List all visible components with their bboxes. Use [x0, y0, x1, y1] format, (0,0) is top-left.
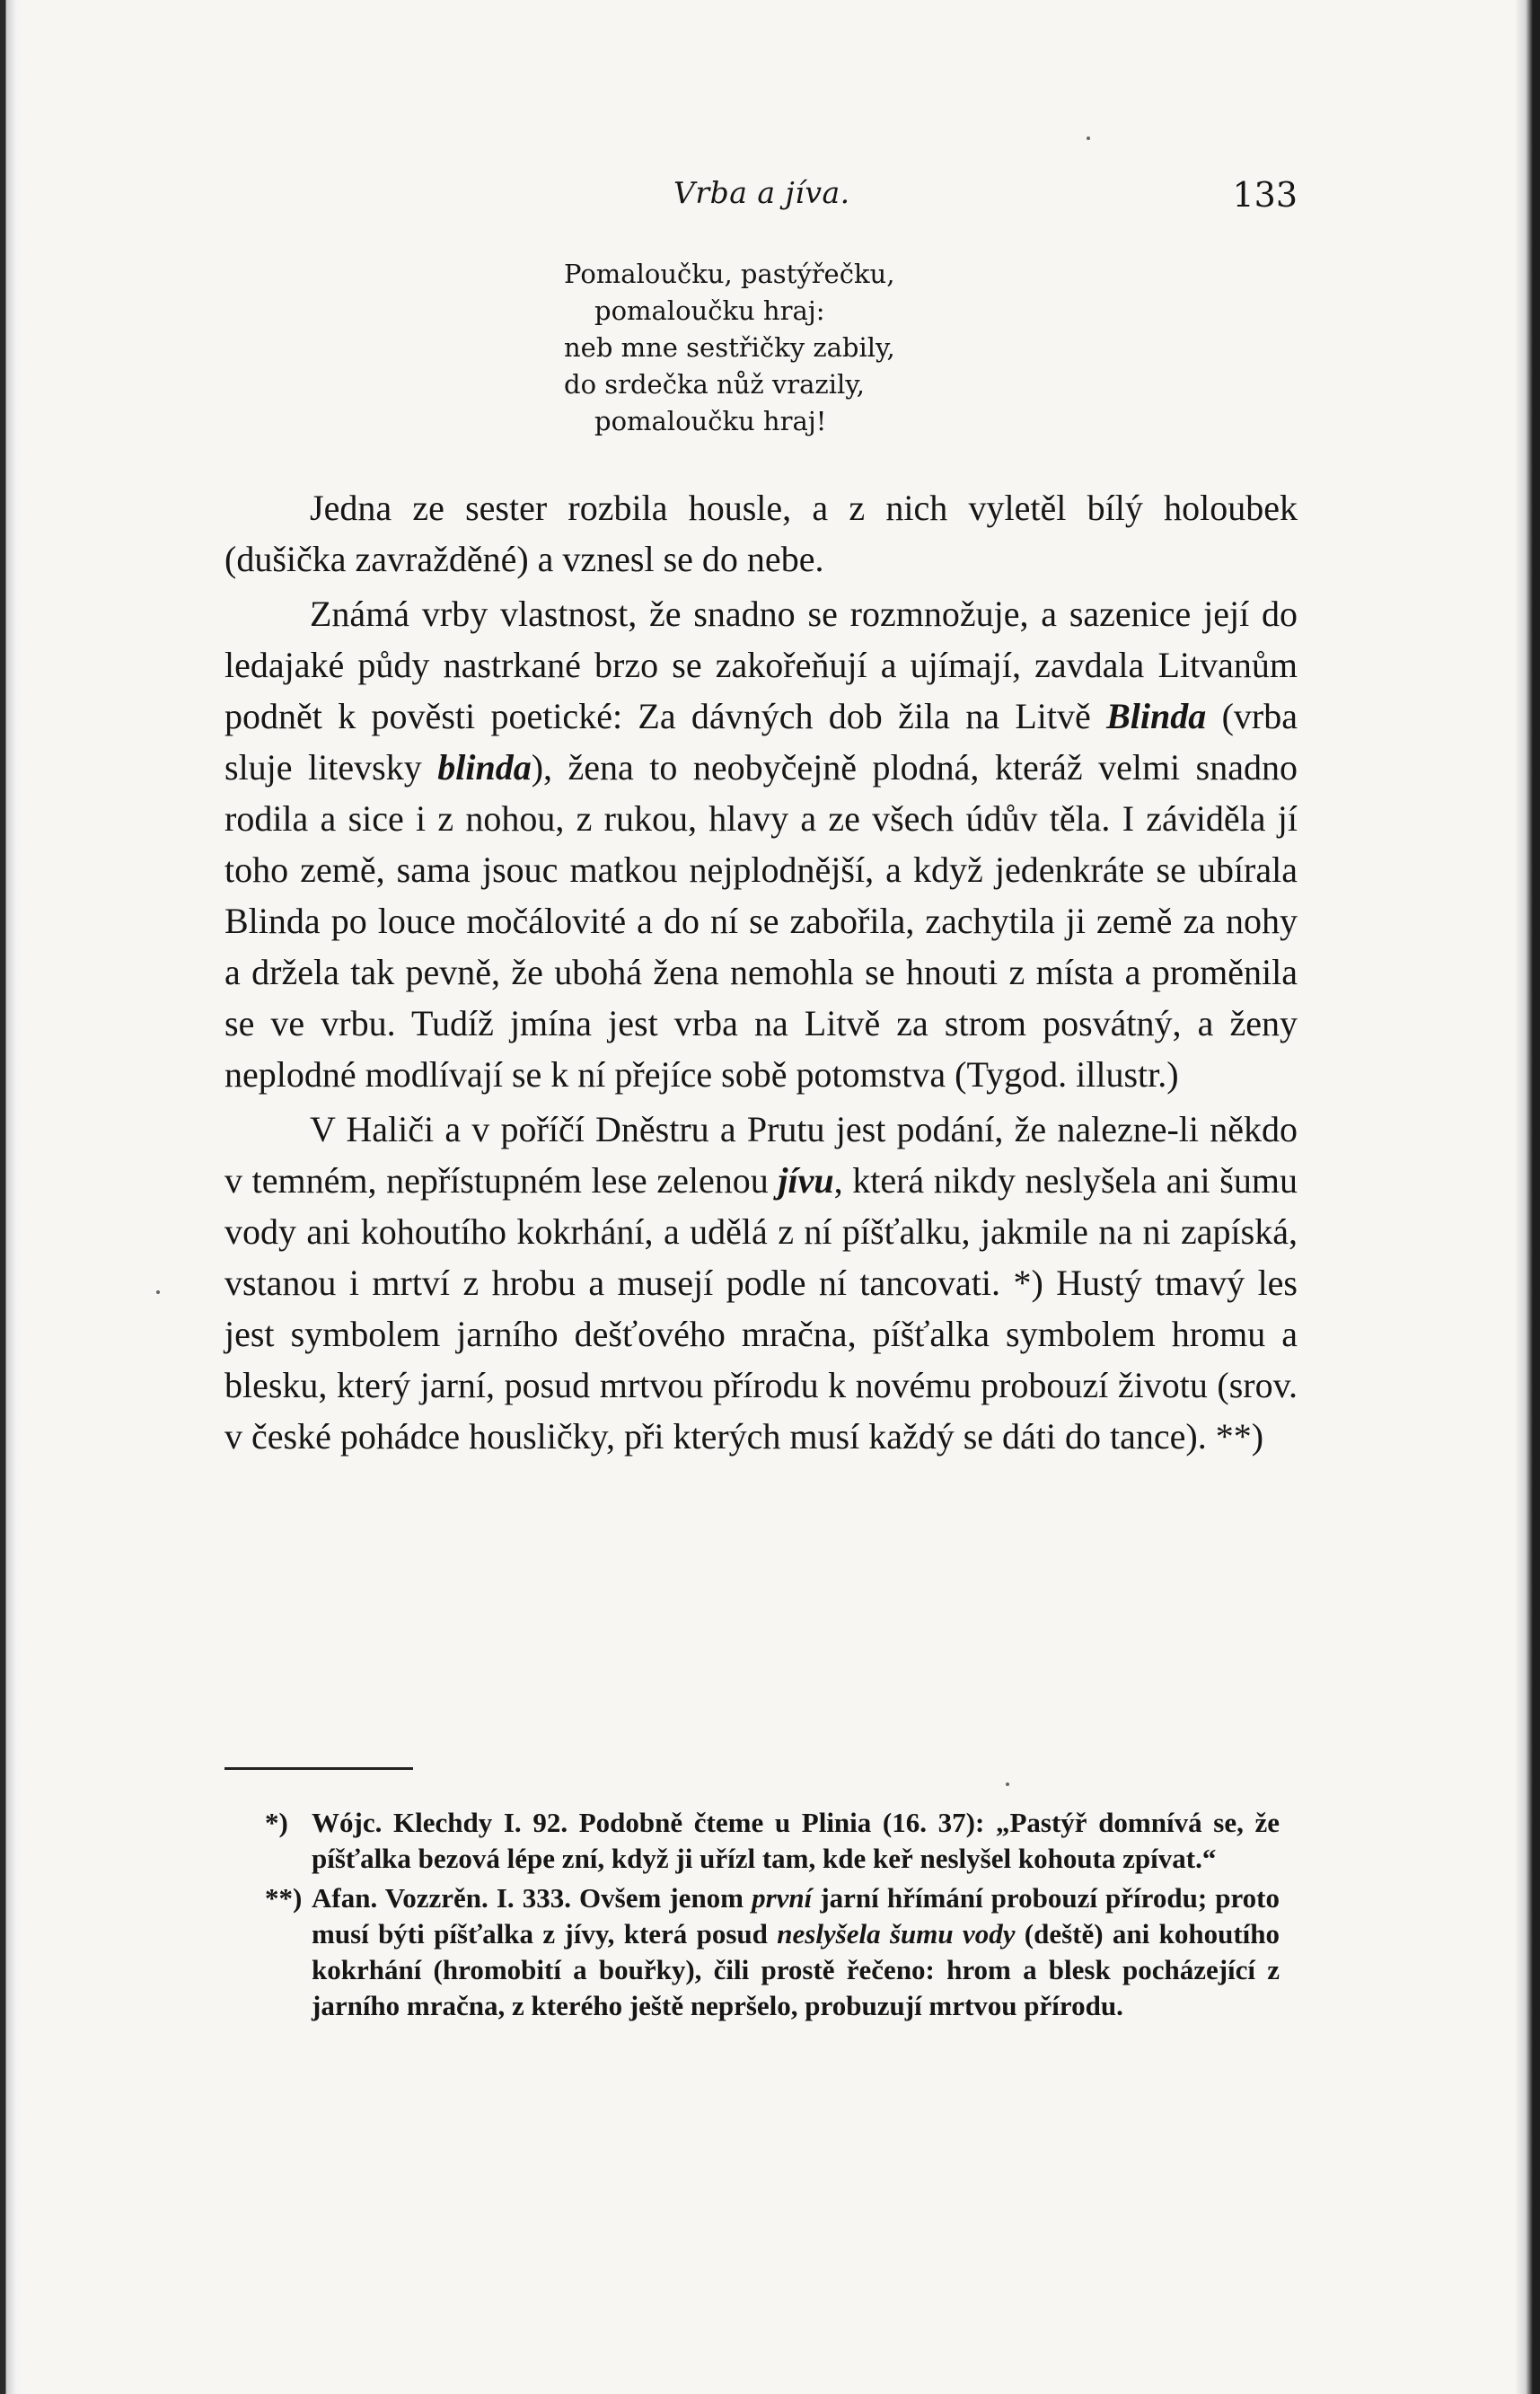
- paragraph: [224, 1104, 1298, 1462]
- running-title: Vrba a jíva.: [673, 175, 850, 210]
- text-run: (vrba sluje litevsky: [224, 696, 1298, 788]
- dust-speck: [1087, 136, 1090, 140]
- footnote-text: Wójc. Klechdy I. 92. Podobně čteme u Plinia (16. 37): „Pastýř domnívá se, že píšťalka bezová lépe zní, když ji uřízl tam, kde keř neslyšel kohouta zpívat.“: [312, 1807, 1280, 1874]
- footnote-text: Afan. Vozzrěn. I. 333. Ovšem jenom: [312, 1882, 752, 1914]
- footnote: [265, 1805, 1280, 1877]
- italic-term: jívu: [778, 1160, 834, 1201]
- footnote-divider: [224, 1767, 413, 1770]
- dust-speck: [1006, 1782, 1009, 1786]
- paragraph: Jedna ze sester rozbila housle, a z nich vyletěl bílý holoubek (dušička zavražděné) a vznesl se do nebe.: [224, 488, 1298, 579]
- page-number: 133: [1232, 175, 1298, 215]
- italic-term: první: [752, 1882, 813, 1914]
- verse-block: [564, 256, 895, 440]
- footnote: [265, 1880, 1280, 2024]
- footnote-mark: **): [265, 1882, 303, 1914]
- italic-term: blinda: [437, 747, 532, 788]
- footnote-mark: *): [265, 1807, 288, 1838]
- text-run: V Haliči a v poříčí Dněstru a Prutu jest podání, že nalezne-li někdo v temném, nepřístupném lese zelenou: [224, 1109, 1298, 1201]
- text-run: Známá vrby vlastnost, že snadno se rozmnožuje, a sazenice její do ledajaké půdy nastrkané brzo se zakořeňují a ujímají, zavdala Litvanům podnět k pověsti poetické: Za dávných dob žila na Litvě: [224, 594, 1298, 736]
- paragraph: [224, 588, 1298, 1100]
- footnotes: [265, 1805, 1280, 2028]
- page-header: [224, 175, 1298, 220]
- verse-line: pomaloučku hraj!: [594, 406, 827, 436]
- scan-edge-right: [1515, 0, 1540, 2394]
- footnote-text: (deště) ani kohoutího kokrhání (hromobití a bouřky), čili prostě řečeno: hrom a blesk pocházející z jarního mračna, z kterého ještě nepršelo, probuzují mrtvou přírodu.: [312, 1918, 1280, 2021]
- verse-line: do srdečka nůž vrazily,: [564, 369, 866, 400]
- body-text: [224, 482, 1298, 1462]
- text-run: , která nikdy neslyšela ani šumu vody ani kohoutího kokrhání, a udělá z ní píšťalku, jakmile na ni zapíská, vstanou i mrtví z hrobu a musejí podle ní tancovati. *) Hustý tmavý les jest symbolem jarního dešťového mračna, píšťalka symbolem hromu a blesku, který jarní, posud mrtvou přírodu k novému probouzí životu (srov. v české pohádce housličky, při kterých musí každý se dáti do tance). **): [224, 1160, 1298, 1457]
- text-run: ), žena to neobyčejně plodná, kteráž velmi snadno rodila a sice i z nohou, z rukou, hlavy a ze všech údův těla. I záviděla jí toho země, sama jsouc matkou nejplodnější, a když jedenkráte se ubírala Blinda po louce močálovité a do ní se zabořila, zachytila ji země za nohy a držela tak pevně, že ubohá žena nemohla se hnouti z místa a proměnila se ve vrbu. Tudíž jmína jest vrba na Litvě za strom posvátný, a ženy neplodné modlívají se k ní přejíce sobě potomstva (Tygod. illustr.): [224, 747, 1298, 1095]
- dust-speck: [156, 1290, 160, 1294]
- verse-line: pomaloučku hraj:: [594, 295, 825, 326]
- italic-term: Blinda: [1106, 696, 1207, 736]
- italic-term: neslyšela šumu vody: [777, 1918, 1016, 1950]
- verse-line: neb mne sestřičky zabily,: [564, 332, 895, 363]
- scan-edge-left: [0, 0, 23, 2394]
- verse-line: Pomaloučku, pastýřečku,: [564, 259, 895, 289]
- footnote-text: jarní hřímání probouzí přírodu; proto musí býti píšťalka z jívy, která posud: [312, 1882, 1280, 1950]
